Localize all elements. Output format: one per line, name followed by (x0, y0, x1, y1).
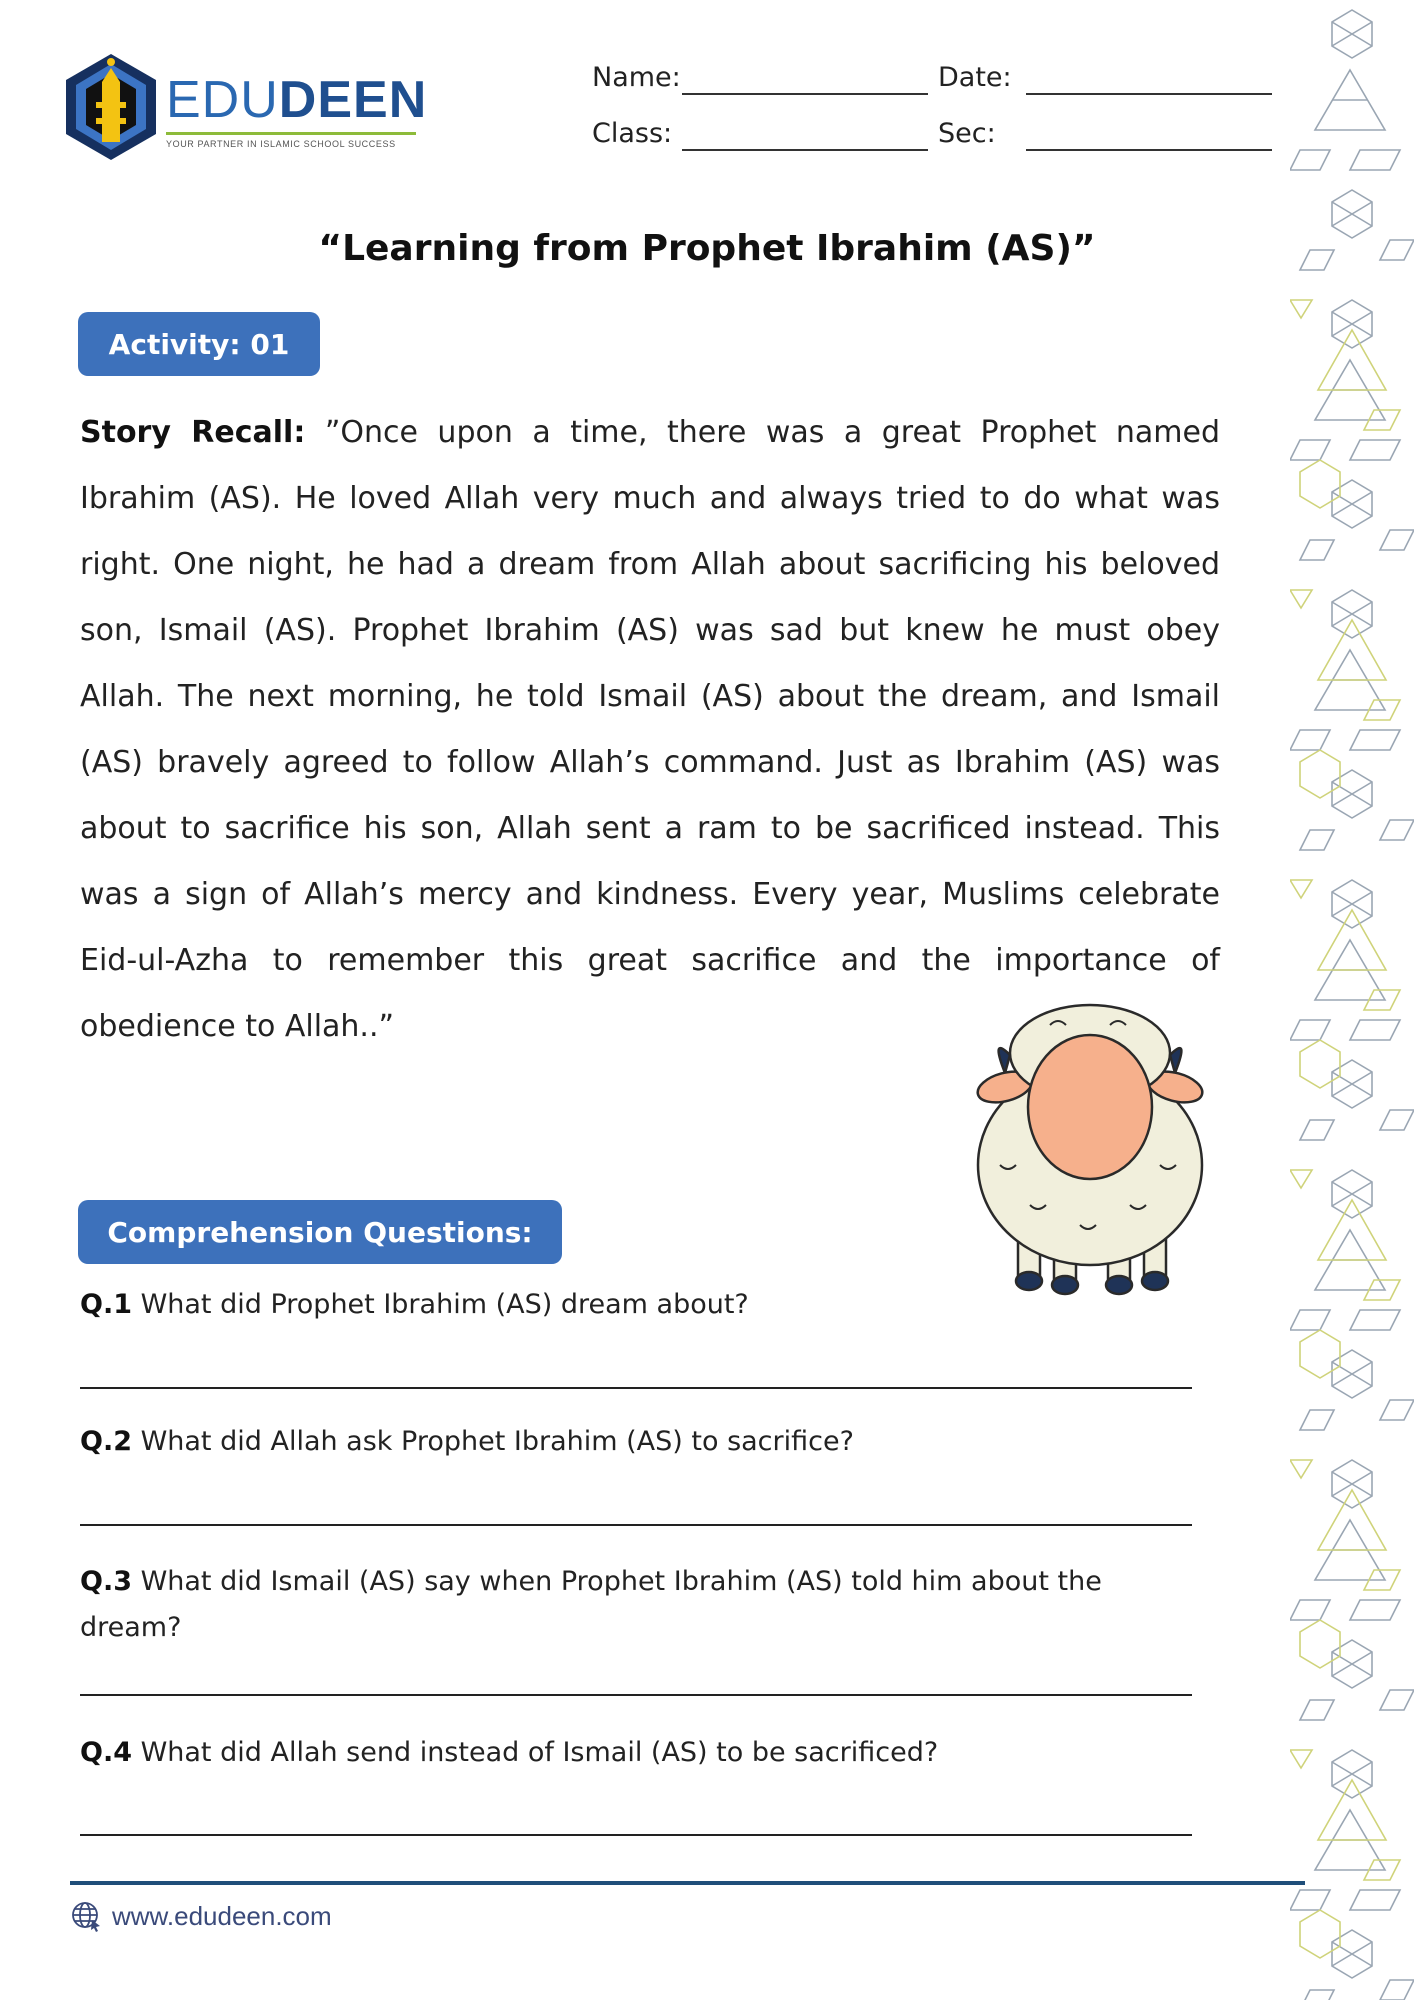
brand-tagline: YOUR PARTNER IN ISLAMIC SCHOOL SUCCESS (166, 139, 396, 149)
edudeen-logo (56, 40, 436, 190)
class-blank-line[interactable] (682, 149, 928, 151)
question-text: What did Ismail (AS) say when Prophet Ibrahim (AS) told him about the dream? (80, 1566, 1102, 1643)
question-number: Q.1 (80, 1289, 132, 1320)
comprehension-heading: Comprehension Questions: (78, 1200, 562, 1264)
question-number: Q.4 (80, 1737, 132, 1768)
question-2 (80, 1419, 1140, 1465)
globe-icon (70, 1900, 102, 1932)
story-recall-paragraph (80, 400, 1220, 1060)
sheep-illustration (970, 995, 1210, 1305)
question-text: What did Allah send instead of Ismail (AS) to be sacrificed? (132, 1737, 939, 1768)
answer-line-2[interactable] (80, 1524, 1192, 1526)
question-number: Q.3 (80, 1566, 132, 1597)
website-link[interactable]: www.edudeen.com (112, 1900, 332, 1931)
story-label: Story Recall: (80, 415, 306, 450)
name-blank-line[interactable] (682, 93, 928, 95)
activity-badge: Activity: 01 (78, 312, 320, 376)
mosque-hexagon-icon (56, 40, 166, 180)
story-text: ”Once upon a time, there was a great Prophet named Ibrahim (AS). He loved Allah very much and always tried to do what was right. One night, he had a dream from Allah about sacrificing his beloved son, Ismail (AS). Prophet Ibrahim (AS) was sad but knew he must obey Allah. The next morning, he told Ismail (AS) about the dream, and Ismail (AS) bravely agreed to follow Allah’s command. Just as Ibrahim (AS) was about to sacrifice his son, Allah sent a ram to be sacrificed instead. This was a sign of Allah’s mercy and kindness. Every year, Muslims celebrate Eid-ul-Azha to remember this great sacrifice and the importance of obedience to Allah..” (80, 415, 1221, 1044)
question-4 (80, 1730, 1140, 1776)
question-number: Q.2 (80, 1426, 132, 1457)
brand-name-light: EDU (166, 71, 279, 129)
side-geometric-pattern (1290, 0, 1414, 2000)
worksheet-title: “Learning from Prophet Ibrahim (AS)” (318, 228, 1096, 269)
class-label: Class: (592, 118, 673, 149)
sec-label: Sec: (938, 118, 996, 149)
date-blank-line[interactable] (1026, 93, 1272, 95)
brand-underline (166, 132, 416, 135)
question-3 (80, 1559, 1140, 1651)
name-label: Name: (592, 62, 681, 93)
answer-line-1[interactable] (80, 1387, 1192, 1389)
answer-line-4[interactable] (80, 1834, 1192, 1836)
footer (70, 1900, 332, 1932)
question-1 (80, 1282, 1140, 1328)
sec-blank-line[interactable] (1026, 149, 1272, 151)
brand-name-bold: DEEN (278, 71, 428, 129)
question-text: What did Allah ask Prophet Ibrahim (AS) to sacrifice? (132, 1426, 854, 1457)
question-text: What did Prophet Ibrahim (AS) dream about? (132, 1289, 749, 1320)
footer-rule (70, 1881, 1305, 1885)
answer-line-3[interactable] (80, 1694, 1192, 1696)
date-label: Date: (938, 62, 1012, 93)
